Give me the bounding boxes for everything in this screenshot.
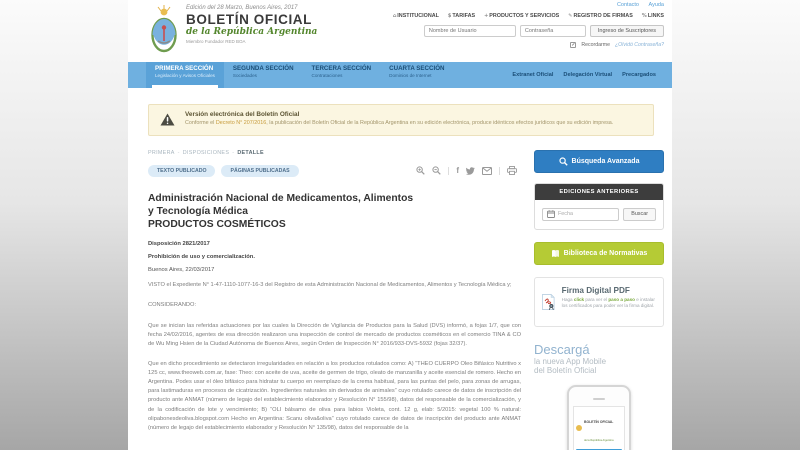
place-and-date: Buenos Aires, 22/03/2017 [148, 267, 215, 274]
disposition-number: Disposición 2821/2017 [148, 241, 210, 248]
phone-speaker [593, 398, 605, 400]
disposition-subject: Prohibición de uso y comercialización. [148, 254, 255, 261]
top-navigation [392, 13, 664, 19]
boletin-oficial-page [128, 0, 672, 450]
phone-screen [573, 406, 625, 450]
divider [448, 167, 449, 175]
normative-library-button[interactable]: Biblioteca de Normativas [534, 242, 664, 265]
digital-signature-card[interactable] [534, 277, 664, 327]
delegacion-virtual-link[interactable]: Delegación Virtual [563, 72, 613, 78]
navbar-right-links [512, 62, 672, 88]
notice-body: Conforme el Decreto N° 207/2016, la publicación del Boletín Oficial de la República Argentina en su edición electrónica, produce idénticos efectos jurídicos que su edición impresa. [185, 120, 614, 126]
breadcrumb-detalle: DETALLE [237, 149, 264, 156]
editions-search-button[interactable]: Buscar [623, 208, 656, 221]
tab-tercera-seccion[interactable]: TERCERA SECCIÓN Contrataciones [311, 65, 372, 79]
subscriber-login [396, 25, 664, 37]
mobile-phone-image [567, 385, 631, 450]
twitter-share-icon[interactable] [466, 167, 475, 175]
paragraph-body-1: Que se inician las referidas actuaciones por las cuales la Dirección de Vigilancia de Productos para la Salud (DVS) informó, a fojas 1/7, que con fecha 24/02/2016, agentes de esa dirección realizaron una inspección de control de mercado de productos cosméticos en el comercio TINA & CO de Wu Ming Hsien de la Ciudad Autónoma de Buenos Aires, según Orden de Inspección N° 2016/933-DVS-5932 (fojas 32/37). [148, 322, 521, 347]
contact-link[interactable]: Contacto [616, 2, 639, 8]
tab-primera-seccion[interactable]: PRIMERA SECCIÓN Legislación y Avisos Oficiales [146, 62, 224, 88]
password-input[interactable] [520, 25, 586, 37]
breadcrumb-disposiciones[interactable]: DISPOSICIONES [182, 149, 230, 156]
remember-label: Recordarme [581, 42, 610, 48]
previous-editions-card [534, 183, 664, 230]
paragraph-considerando: CONSIDERANDO: [148, 302, 197, 309]
digital-signature-title: Firma Digital PDF [561, 285, 630, 295]
nav-item-links[interactable]: %LINKS [641, 13, 664, 19]
previous-editions-body [535, 200, 663, 229]
link-icon: % [641, 13, 647, 19]
breadcrumb: PRIMERA - DISPOSICIONES - DETALLE [148, 149, 264, 156]
document-title: Administración Nacional de Medicamentos, Alimentos y Tecnología Médica PRODUCTOS COSMÉTICOS [148, 192, 414, 231]
username-input[interactable] [424, 25, 516, 37]
sun-icon [576, 425, 582, 431]
dollar-icon: $ [447, 13, 452, 19]
facebook-share-icon[interactable]: f [456, 165, 459, 175]
document-tabs-row [148, 165, 521, 177]
paragraph-body-2: Que en dicho procedimiento se detectaron irregularidades en relación a los productos rotulados como: A) “THEO CUERPO Oleo Bifásico Nutritivo x 125 cc, www.theoweb.com.ar, fase: Theo: con aceite de uva, aceite de germen de trigo, oleato de manzanilla y aceite esencial de romero. Hecho en Argentina. Podes usar el óleo bifásico para hidratar tu cuerpo en reemplazo de la crema habitual, para las puntas del pelo, para zonas de arrugas, para lastimaduras en procesos de cicatrización. Ingredientes naturales sin derivados de animales” cuyo rotulado carece de datos de inscripción del producto ante ANMAT (número de legajo del establecimiento elaborador y Resolución N° 155/98), datos del responsable de la comercialización, y de la codificación de lote y vencimiento; B) “OLI bálsamo de oliva para labios Violeta, cont. 12 g, elab: 5/2015: vegetal 100 % natural: olipabonesdeoliva.blogspot.com Hecho en Argentina: Scanu oliva&oliva” cuyo rotulado carece de datos de inscripción del producto ante ANMAT (número de legajo del establecimiento elaborador y Resolución N° 135/98), datos del responsable de la [148, 360, 521, 431]
search-icon [559, 157, 568, 166]
header-right [392, 2, 664, 48]
tab-paginas-publicadas[interactable]: PÁGINAS PUBLICADAS [221, 165, 298, 177]
remember-checkbox[interactable]: ✓ [571, 42, 576, 48]
email-share-icon[interactable] [482, 167, 492, 175]
date-placeholder: Fecha [558, 211, 573, 218]
print-icon[interactable] [507, 166, 517, 175]
nav-item-productos-y-servicios[interactable]: +PRODUCTOS Y SERVICIOS [484, 13, 560, 19]
tab-cuarta-seccion[interactable]: CUARTA SECCIÓN Dominios de Internet [389, 65, 445, 79]
zoom-out-icon[interactable] [432, 166, 441, 175]
forgot-password-link[interactable]: ¿Olvidó Contraseña? [614, 42, 664, 48]
site-logo-subtitle: de la República Argentina [186, 27, 318, 38]
document-column [148, 150, 521, 450]
home-icon: ⌂ [392, 13, 397, 19]
right-sidebar [534, 150, 664, 450]
document-actions [416, 166, 521, 175]
pencil-icon: ✎ [568, 13, 573, 19]
phone-app-logo [576, 410, 622, 446]
notice-title: Versión electrónica del Boletín Oficial [185, 111, 300, 118]
app-promo-line2: la nueva App Mobile [534, 356, 607, 366]
phone-app-logo-title: BOLETÍN OFICIAL [584, 420, 614, 425]
digital-signature-desc: Haga click para ver el paso a paso e instalar los certificados para poder ver la firma digital. [561, 296, 655, 309]
divider [499, 167, 500, 175]
plus-icon: + [484, 13, 489, 19]
zoom-in-icon[interactable] [416, 166, 425, 175]
argentina-coat-of-arms-icon [148, 5, 180, 57]
decreto-link[interactable]: Decreto N° 207/2016 [215, 120, 267, 126]
edition-date: Edición del 28 Marzo, Buenos Aires, 2017 [186, 5, 298, 11]
app-promo [534, 342, 664, 450]
previous-editions-title: EDICIONES ANTERIORES [535, 184, 663, 200]
paragraph-visto: VISTO el Expediente N° 1-47-1110-1077-16-3 del Registro de esta Administración Nacional de Medicamentos, Alimentos y Tecnología Médica y; [148, 282, 512, 289]
electronic-version-notice [148, 104, 654, 136]
breadcrumb-primera[interactable]: PRIMERA [148, 149, 175, 156]
warning-triangle-icon [160, 113, 175, 126]
digital-signature-text [562, 286, 656, 318]
brand-text [186, 3, 317, 57]
extranet-oficial-link[interactable]: Extranet Oficial [512, 72, 554, 78]
tab-texto-publicado[interactable]: TEXTO PUBLICADO [148, 165, 215, 177]
book-icon [551, 249, 560, 258]
content-area [128, 146, 672, 450]
app-promo-headline: Descargá [534, 341, 590, 357]
date-input[interactable] [542, 208, 619, 221]
nav-item-tarifas[interactable]: $TARIFAS [447, 13, 476, 19]
site-header [128, 0, 672, 62]
subscriber-login-button[interactable]: Ingreso de Suscriptores [590, 25, 664, 37]
site-logo-title: BOLETÍN OFICIAL [186, 12, 312, 27]
app-promo-line3: del Boletín Oficial [534, 366, 597, 376]
phone-app-logo-subtitle: de la República Argentina [584, 439, 614, 443]
help-link[interactable]: Ayuda [648, 2, 664, 8]
utility-links [396, 2, 664, 8]
precargados-link[interactable]: Precargados [622, 72, 656, 78]
site-logo-tagline: Miembro Fundador RED BOA [186, 39, 246, 45]
nav-item-institucional[interactable]: ⌂INSTITUCIONAL [392, 13, 439, 19]
sections-navbar [128, 62, 672, 88]
nav-item-registro-de-firmas[interactable]: ✎REGISTRO DE FIRMAS [568, 13, 633, 19]
advanced-search-button[interactable]: Búsqueda Avanzada [534, 150, 664, 173]
tab-segunda-seccion[interactable]: SEGUNDA SECCIÓN Sociedades [232, 65, 294, 79]
pdf-signature-icon [542, 286, 556, 318]
calendar-icon [547, 210, 555, 218]
remember-row [396, 42, 664, 48]
